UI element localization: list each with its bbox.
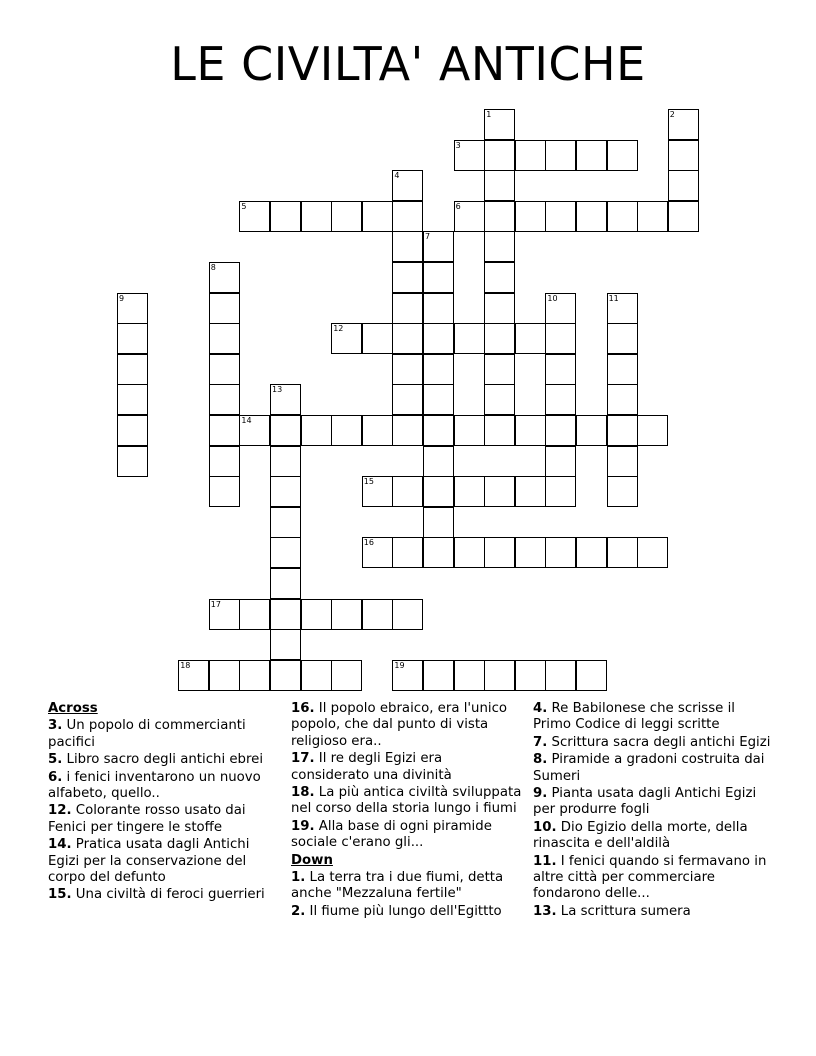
grid-cell[interactable] (423, 660, 454, 691)
clue-text: La scrittura sumera (556, 903, 691, 919)
grid-cell[interactable] (484, 140, 515, 171)
clue-item (533, 820, 773, 853)
clue-number-label: 14. (48, 837, 72, 853)
grid-cell[interactable] (392, 660, 423, 691)
grid-cell[interactable] (270, 476, 301, 507)
clue-number-label: 11. (533, 853, 557, 869)
clue-text: Alla base di ogni piramide sociale c'erano gli... (291, 818, 492, 851)
clue-number-label: 16. (291, 701, 315, 716)
grid-cell[interactable] (423, 446, 454, 477)
clue-text: Dio Egizio della morte, della rinascita e dell'aldilà (533, 819, 748, 852)
clue-item (291, 870, 523, 903)
grid-cell[interactable] (423, 262, 454, 293)
grid-cell[interactable] (117, 293, 148, 324)
grid-cell[interactable] (301, 660, 332, 691)
grid-cell[interactable] (454, 323, 485, 354)
clue-item (291, 701, 523, 750)
grid-cell[interactable] (576, 201, 607, 232)
grid-cell[interactable] (239, 201, 270, 232)
grid-cell[interactable] (607, 415, 638, 446)
clue-number-label: 15. (48, 887, 72, 903)
grid-cell[interactable] (637, 201, 668, 232)
clues-column-3 (533, 701, 773, 921)
grid-cell[interactable] (484, 384, 515, 415)
grid-cell[interactable] (331, 323, 362, 354)
clue-number-label: 5. (48, 752, 63, 768)
grid-cell[interactable] (392, 599, 423, 630)
grid-cell[interactable] (362, 476, 393, 507)
grid-cell[interactable] (576, 660, 607, 691)
clue-text: Il re degli Egizi era considerato una divinità (291, 751, 452, 783)
clue-number: 11 (608, 293, 619, 303)
grid-cell[interactable] (362, 201, 393, 232)
clue-number: 1 (486, 110, 492, 119)
grid-cell[interactable] (515, 140, 546, 171)
clue-number-label: 19. (291, 818, 315, 834)
grid-cell[interactable] (301, 201, 332, 232)
clue-number: 10 (547, 293, 558, 303)
clue-number-label: 1. (291, 870, 306, 886)
clue-item (533, 701, 773, 734)
clue-item (533, 786, 773, 819)
grid-cell[interactable] (637, 415, 668, 446)
grid-cell[interactable] (270, 568, 301, 599)
grid-cell[interactable] (545, 476, 576, 507)
grid-cell[interactable] (362, 415, 393, 446)
clue-number: 3 (455, 140, 461, 150)
grid-cell[interactable] (362, 323, 393, 354)
clue-number: 5 (241, 201, 247, 211)
clue-item (291, 819, 523, 852)
grid-cell[interactable] (545, 201, 576, 232)
clue-number-label: 8. (533, 752, 548, 768)
clue-item (533, 854, 773, 903)
grid-cell[interactable] (607, 446, 638, 477)
clue-number: 16 (363, 538, 374, 548)
clue-text: Un popolo di commercianti pacifici (48, 718, 246, 750)
grid-cell[interactable] (607, 140, 638, 171)
grid-cell[interactable] (484, 201, 515, 232)
clue-text: Libro sacro degli antichi ebrei (62, 752, 264, 768)
grid-cell[interactable] (454, 415, 485, 446)
grid-cell[interactable] (423, 231, 454, 262)
grid-cell[interactable] (392, 262, 423, 293)
clue-text: Scrittura sacra degli antichi Egizi (547, 734, 771, 750)
grid-cell[interactable] (117, 384, 148, 415)
grid-cell[interactable] (270, 537, 301, 568)
grid-cell[interactable] (331, 599, 362, 630)
grid-cell[interactable] (301, 415, 332, 446)
grid-cell[interactable] (239, 599, 270, 630)
grid-cell[interactable] (607, 201, 638, 232)
grid-cell[interactable] (270, 660, 301, 691)
grid-cell[interactable] (515, 415, 546, 446)
grid-cell[interactable] (484, 415, 515, 446)
clue-number-label: 7. (533, 734, 548, 750)
grid-cell[interactable] (484, 537, 515, 568)
clue-item (48, 803, 270, 836)
down-heading: Down (291, 852, 333, 868)
grid-cell[interactable] (392, 323, 423, 354)
grid-cell[interactable] (270, 629, 301, 660)
clue-text: Il fiume più lungo dell'Egittto (305, 903, 502, 919)
grid-cell[interactable] (209, 446, 240, 477)
clue-number-label: 17. (291, 751, 315, 767)
grid-cell[interactable] (423, 354, 454, 385)
clue-item (533, 735, 773, 751)
grid-cell[interactable] (423, 507, 454, 538)
grid-cell[interactable] (392, 170, 423, 201)
clue-number: 18 (180, 660, 191, 670)
clue-number-label: 3. (48, 718, 63, 734)
clue-number: 7 (425, 232, 431, 242)
grid-cell[interactable] (545, 660, 576, 691)
grid-cell[interactable] (362, 599, 393, 630)
grid-cell[interactable] (668, 140, 699, 171)
grid-cell[interactable] (270, 599, 301, 630)
clue-text: Una civiltà di feroci guerrieri (71, 887, 265, 903)
grid-cell[interactable] (331, 415, 362, 446)
grid-cell[interactable] (392, 231, 423, 262)
grid-cell[interactable] (484, 323, 515, 354)
grid-cell[interactable] (209, 293, 240, 324)
clue-item (291, 785, 523, 818)
grid-cell[interactable] (607, 293, 638, 324)
clue-number: 17 (210, 599, 221, 609)
grid-cell[interactable] (545, 446, 576, 477)
grid-cell[interactable] (423, 415, 454, 446)
grid-cell[interactable] (545, 354, 576, 385)
clues-column-1 (48, 701, 270, 905)
clue-number: 15 (363, 477, 374, 487)
grid-cell[interactable] (117, 323, 148, 354)
grid-cell[interactable] (392, 415, 423, 446)
clue-number: 14 (241, 416, 252, 425)
grid-cell[interactable] (239, 660, 270, 691)
clue-number-label: 10. (533, 819, 557, 835)
clue-number-label: 18. (291, 785, 315, 801)
clue-number: 2 (669, 110, 675, 119)
puzzle-title: LE CIVILTA' ANTICHE (170, 37, 646, 91)
grid-cell[interactable] (607, 537, 638, 568)
grid-cell[interactable] (209, 354, 240, 385)
clue-number: 4 (394, 171, 400, 181)
grid-cell[interactable] (545, 293, 576, 324)
grid-cell[interactable] (209, 476, 240, 507)
clue-number-label: 13. (533, 903, 557, 919)
grid-cell[interactable] (392, 537, 423, 568)
grid-cell[interactable] (515, 201, 546, 232)
grid-cell[interactable] (484, 170, 515, 201)
grid-cell[interactable] (117, 446, 148, 477)
grid-cell[interactable] (454, 140, 485, 171)
clue-number: 13 (272, 385, 283, 395)
grid-cell[interactable] (545, 323, 576, 354)
clue-text: I fenici quando si fermavano in altre città per commerciare fondarono delle... (533, 853, 767, 902)
clue-text: i fenici inventarono un nuovo alfabeto, quello.. (48, 769, 261, 802)
grid-cell[interactable] (484, 293, 515, 324)
grid-cell[interactable] (545, 415, 576, 446)
clue-text: Colorante rosso usato dai Fenici per tingere le stoffe (48, 803, 246, 835)
clue-number-label: 4. (533, 701, 548, 716)
grid-cell[interactable] (423, 537, 454, 568)
grid-cell[interactable] (362, 537, 393, 568)
clue-text: La terra tra i due fiumi, detta anche "Mezzaluna fertile" (291, 870, 504, 902)
grid-cell[interactable] (515, 476, 546, 507)
grid-cell[interactable] (270, 507, 301, 538)
grid-cell[interactable] (239, 415, 270, 446)
grid-cell[interactable] (392, 384, 423, 415)
grid-cell[interactable] (423, 476, 454, 507)
grid-cell[interactable] (668, 109, 699, 140)
clue-number: 8 (210, 263, 216, 272)
grid-cell[interactable] (392, 476, 423, 507)
clue-text: Re Babilonese che scrisse il Primo Codice di leggi scritte (533, 701, 735, 733)
clue-number-label: 6. (48, 769, 63, 785)
grid-cell[interactable] (668, 170, 699, 201)
grid-cell[interactable] (209, 415, 240, 446)
clue-item (48, 837, 270, 886)
grid-cell[interactable] (331, 201, 362, 232)
grid-cell[interactable] (270, 384, 301, 415)
clue-number: 9 (119, 293, 125, 303)
grid-cell[interactable] (117, 354, 148, 385)
grid-cell[interactable] (454, 660, 485, 691)
grid-cell[interactable] (270, 201, 301, 232)
grid-cell[interactable] (331, 660, 362, 691)
clue-text: Il popolo ebraico, era l'unico popolo, che dal punto di vista religioso era.. (291, 701, 508, 749)
grid-cell[interactable] (270, 446, 301, 477)
grid-cell[interactable] (515, 537, 546, 568)
grid-cell[interactable] (545, 140, 576, 171)
clue-item (48, 718, 270, 751)
grid-cell[interactable] (545, 537, 576, 568)
clue-number: 19 (394, 660, 405, 670)
grid-cell[interactable] (301, 599, 332, 630)
clue-number: 12 (333, 324, 344, 334)
clues-column-2 (291, 701, 523, 921)
grid-cell[interactable] (454, 537, 485, 568)
grid-cell[interactable] (270, 415, 301, 446)
clue-item (48, 770, 270, 803)
clue-item (291, 751, 523, 784)
clue-number-label: 2. (291, 903, 306, 919)
grid-cell[interactable] (576, 140, 607, 171)
clue-number: 6 (455, 201, 461, 211)
grid-cell[interactable] (117, 415, 148, 446)
grid-cell[interactable] (637, 537, 668, 568)
grid-cell[interactable] (209, 323, 240, 354)
clue-text: La più antica civiltà sviluppata nel corso della storia lungo i fiumi (291, 785, 522, 817)
grid-cell[interactable] (668, 201, 699, 232)
grid-cell[interactable] (515, 660, 546, 691)
grid-cell[interactable] (545, 384, 576, 415)
across-heading: Across (48, 701, 98, 716)
clue-number-label: 12. (48, 803, 72, 819)
grid-cell[interactable] (484, 476, 515, 507)
grid-cell[interactable] (209, 384, 240, 415)
clue-text: Pratica usata dagli Antichi Egizi per la conservazione del corpo del defunto (48, 837, 250, 886)
grid-cell[interactable] (209, 262, 240, 293)
grid-cell[interactable] (576, 537, 607, 568)
grid-cell[interactable] (392, 293, 423, 324)
grid-cell[interactable] (423, 384, 454, 415)
grid-cell[interactable] (454, 476, 485, 507)
grid-cell[interactable] (484, 231, 515, 262)
grid-cell[interactable] (607, 354, 638, 385)
clue-number-label: 9. (533, 786, 548, 802)
clue-text: Pianta usata dagli Antichi Egizi per produrre fogli (533, 786, 757, 818)
grid-cell[interactable] (454, 201, 485, 232)
clue-item (48, 887, 270, 903)
grid-cell[interactable] (607, 476, 638, 507)
grid-cell[interactable] (423, 293, 454, 324)
grid-cell[interactable] (423, 323, 454, 354)
grid-cell[interactable] (484, 660, 515, 691)
grid-cell[interactable] (484, 354, 515, 385)
grid-cell[interactable] (607, 384, 638, 415)
grid-cell[interactable] (392, 354, 423, 385)
grid-cell[interactable] (484, 262, 515, 293)
clue-item (48, 752, 270, 768)
grid-cell[interactable] (515, 323, 546, 354)
clue-item (533, 752, 773, 785)
grid-cell[interactable] (178, 660, 209, 691)
clue-text: Piramide a gradoni costruita dai Sumeri (533, 752, 765, 784)
grid-cell[interactable] (392, 201, 423, 232)
grid-cell[interactable] (607, 323, 638, 354)
grid-cell[interactable] (209, 599, 240, 630)
grid-cell[interactable] (576, 415, 607, 446)
clue-item (533, 904, 773, 920)
grid-cell[interactable] (484, 109, 515, 140)
clue-item (291, 904, 523, 920)
grid-cell[interactable] (209, 660, 240, 691)
